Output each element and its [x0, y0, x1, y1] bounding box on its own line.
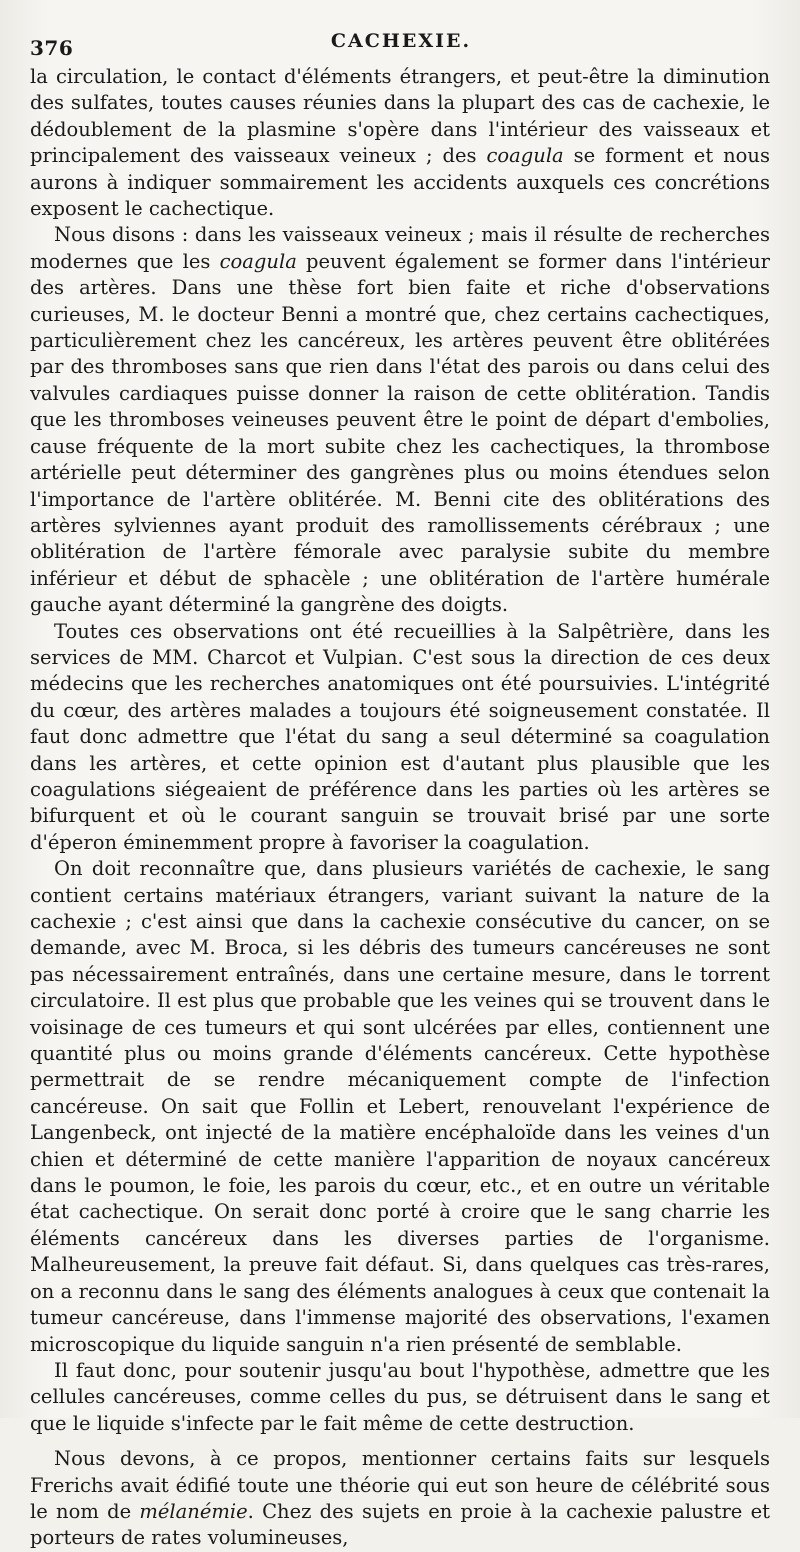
page-number: 376	[30, 36, 74, 60]
paragraph-4: On doit reconnaître que, dans plusieurs variétés de cachexie, le sang contient certains matériaux étrangers, variant suivant la nature de la cachexie ; c'est ainsi que dans la cachexie consécutive du cancer, on se demande, avec M. Broca, si les débris des tumeurs cancéreuses ne sont pas nécessairement entraînés, dans une certaine mesure, dans le torrent circulatoire. Il est plus que probable que les veines qui se trouvent dans le voisinage de ces tumeurs et qui sont ulcérées par elles, contiennent une quantité plus ou moins grande d'éléments cancéreux. Cette hypothèse permettrait de se rendre mécaniquement compte de l'infection cancéreuse. On sait que Follin et Lebert, renouvelant l'expérience de Langenbeck, ont injecté de la matière encéphaloïde dans les veines d'un chien et déterminé de cette manière l'apparition de noyaux cancéreux dans le poumon, le foie, les parois du cœur, etc., et en outre un véritable état cachectique. On serait donc porté à croire que le sang charrie les éléments cancéreux dans les diverses parties de l'organisme. Malheureusement, la preuve fait défaut. Si, dans quelques cas très-rares, on a reconnu dans le sang des éléments analogues à ceux que contenait la tumeur cancéreuse, dans l'immense majorité des observations, l'examen microscopique du liquide sanguin n'a rien présenté de semblable.	[30, 857, 770, 1356]
paragraph-6: Nous devons, à ce propos, mentionner certains faits sur lesquels Frerichs avait édifié toute une théorie qui eut son heure de célébrité sous le nom de mélanémie. Chez des sujets en proie à la cachexie palustre et porteurs de rates volumineuses,	[30, 1447, 770, 1550]
paragraph-1: la circulation, le contact d'éléments étrangers, et peut-être la diminution des sulfates, toutes causes réunies dans la plupart des cas de cachexie, le dédoublement de la plasmine s'opère dans l'intérieur des vaisseaux et principalement des vaisseaux veineux ; des coagula se forment et nous aurons à indiquer sommairement les accidents auxquels ces concrétions exposent le cachectique.	[30, 65, 770, 221]
paragraph-3: Toutes ces observations ont été recueillies à la Salpêtrière, dans les services de MM. Charcot et Vulpian. C'est sous la direction de ces deux médecins que les recherches anatomiques ont été poursuivies. L'intégrité du cœur, des artères malades a toujours été soigneusement constatée. Il faut donc admettre que l'état du sang a seul déterminé sa coagulation dans les artères, et cette opinion est d'autant plus plausible que les coagulations siégeaient de préférence dans les parties où les artères se bifurquent et où le courant sanguin se trouvait brisé par une sorte d'éperon éminemment propre à favoriser la coagulation.	[30, 619, 770, 854]
paragraph-2: Nous disons : dans les vaisseaux veineux ; mais il résulte de recherches modernes que les coagula peuvent également se former dans l'intérieur des artères. Dans une thèse fort bien faite et riche d'observations curieuses, M. le docteur Benni a montré que, chez certains cachectiques, particulièrement chez les cancéreux, les artères peuvent être oblitérées par des thromboses sans que rien dans l'état des parois ou dans celui des valvules cardiaques puisse donner la raison de cette oblitération. Tandis que les thromboses veineuses peuvent être le point de départ d'embolies, cause fréquente de la mort subite chez les cachectiques, la thrombose artérielle peut déterminer des gangrènes plus ou moins étendues selon l'importance de l'artère oblitérée. M. Benni cite des oblitérations des artères sylviennes ayant produit des ramollissements cérébraux ; une oblitération de l'artère fémorale avec paralysie subite du membre inférieur et début de sphacèle ; une oblitération de l'artère humérale gauche ayant déterminé la gangrène des doigts.	[30, 223, 770, 617]
page-header	[30, 30, 772, 64]
italic-term: mélanémie	[139, 1499, 248, 1523]
body-text	[30, 64, 770, 1552]
paragraph-5: Il faut donc, pour soutenir jusqu'au bout l'hypothèse, admettre que les cellules cancéreuses, comme celles du pus, se détruisent dans le sang et que le liquide s'infecte par le fait même de cette destruction.	[30, 1358, 770, 1435]
running-title: CACHEXIE.	[330, 30, 472, 52]
italic-term: coagula	[219, 249, 297, 273]
italic-term: coagula	[486, 144, 564, 168]
